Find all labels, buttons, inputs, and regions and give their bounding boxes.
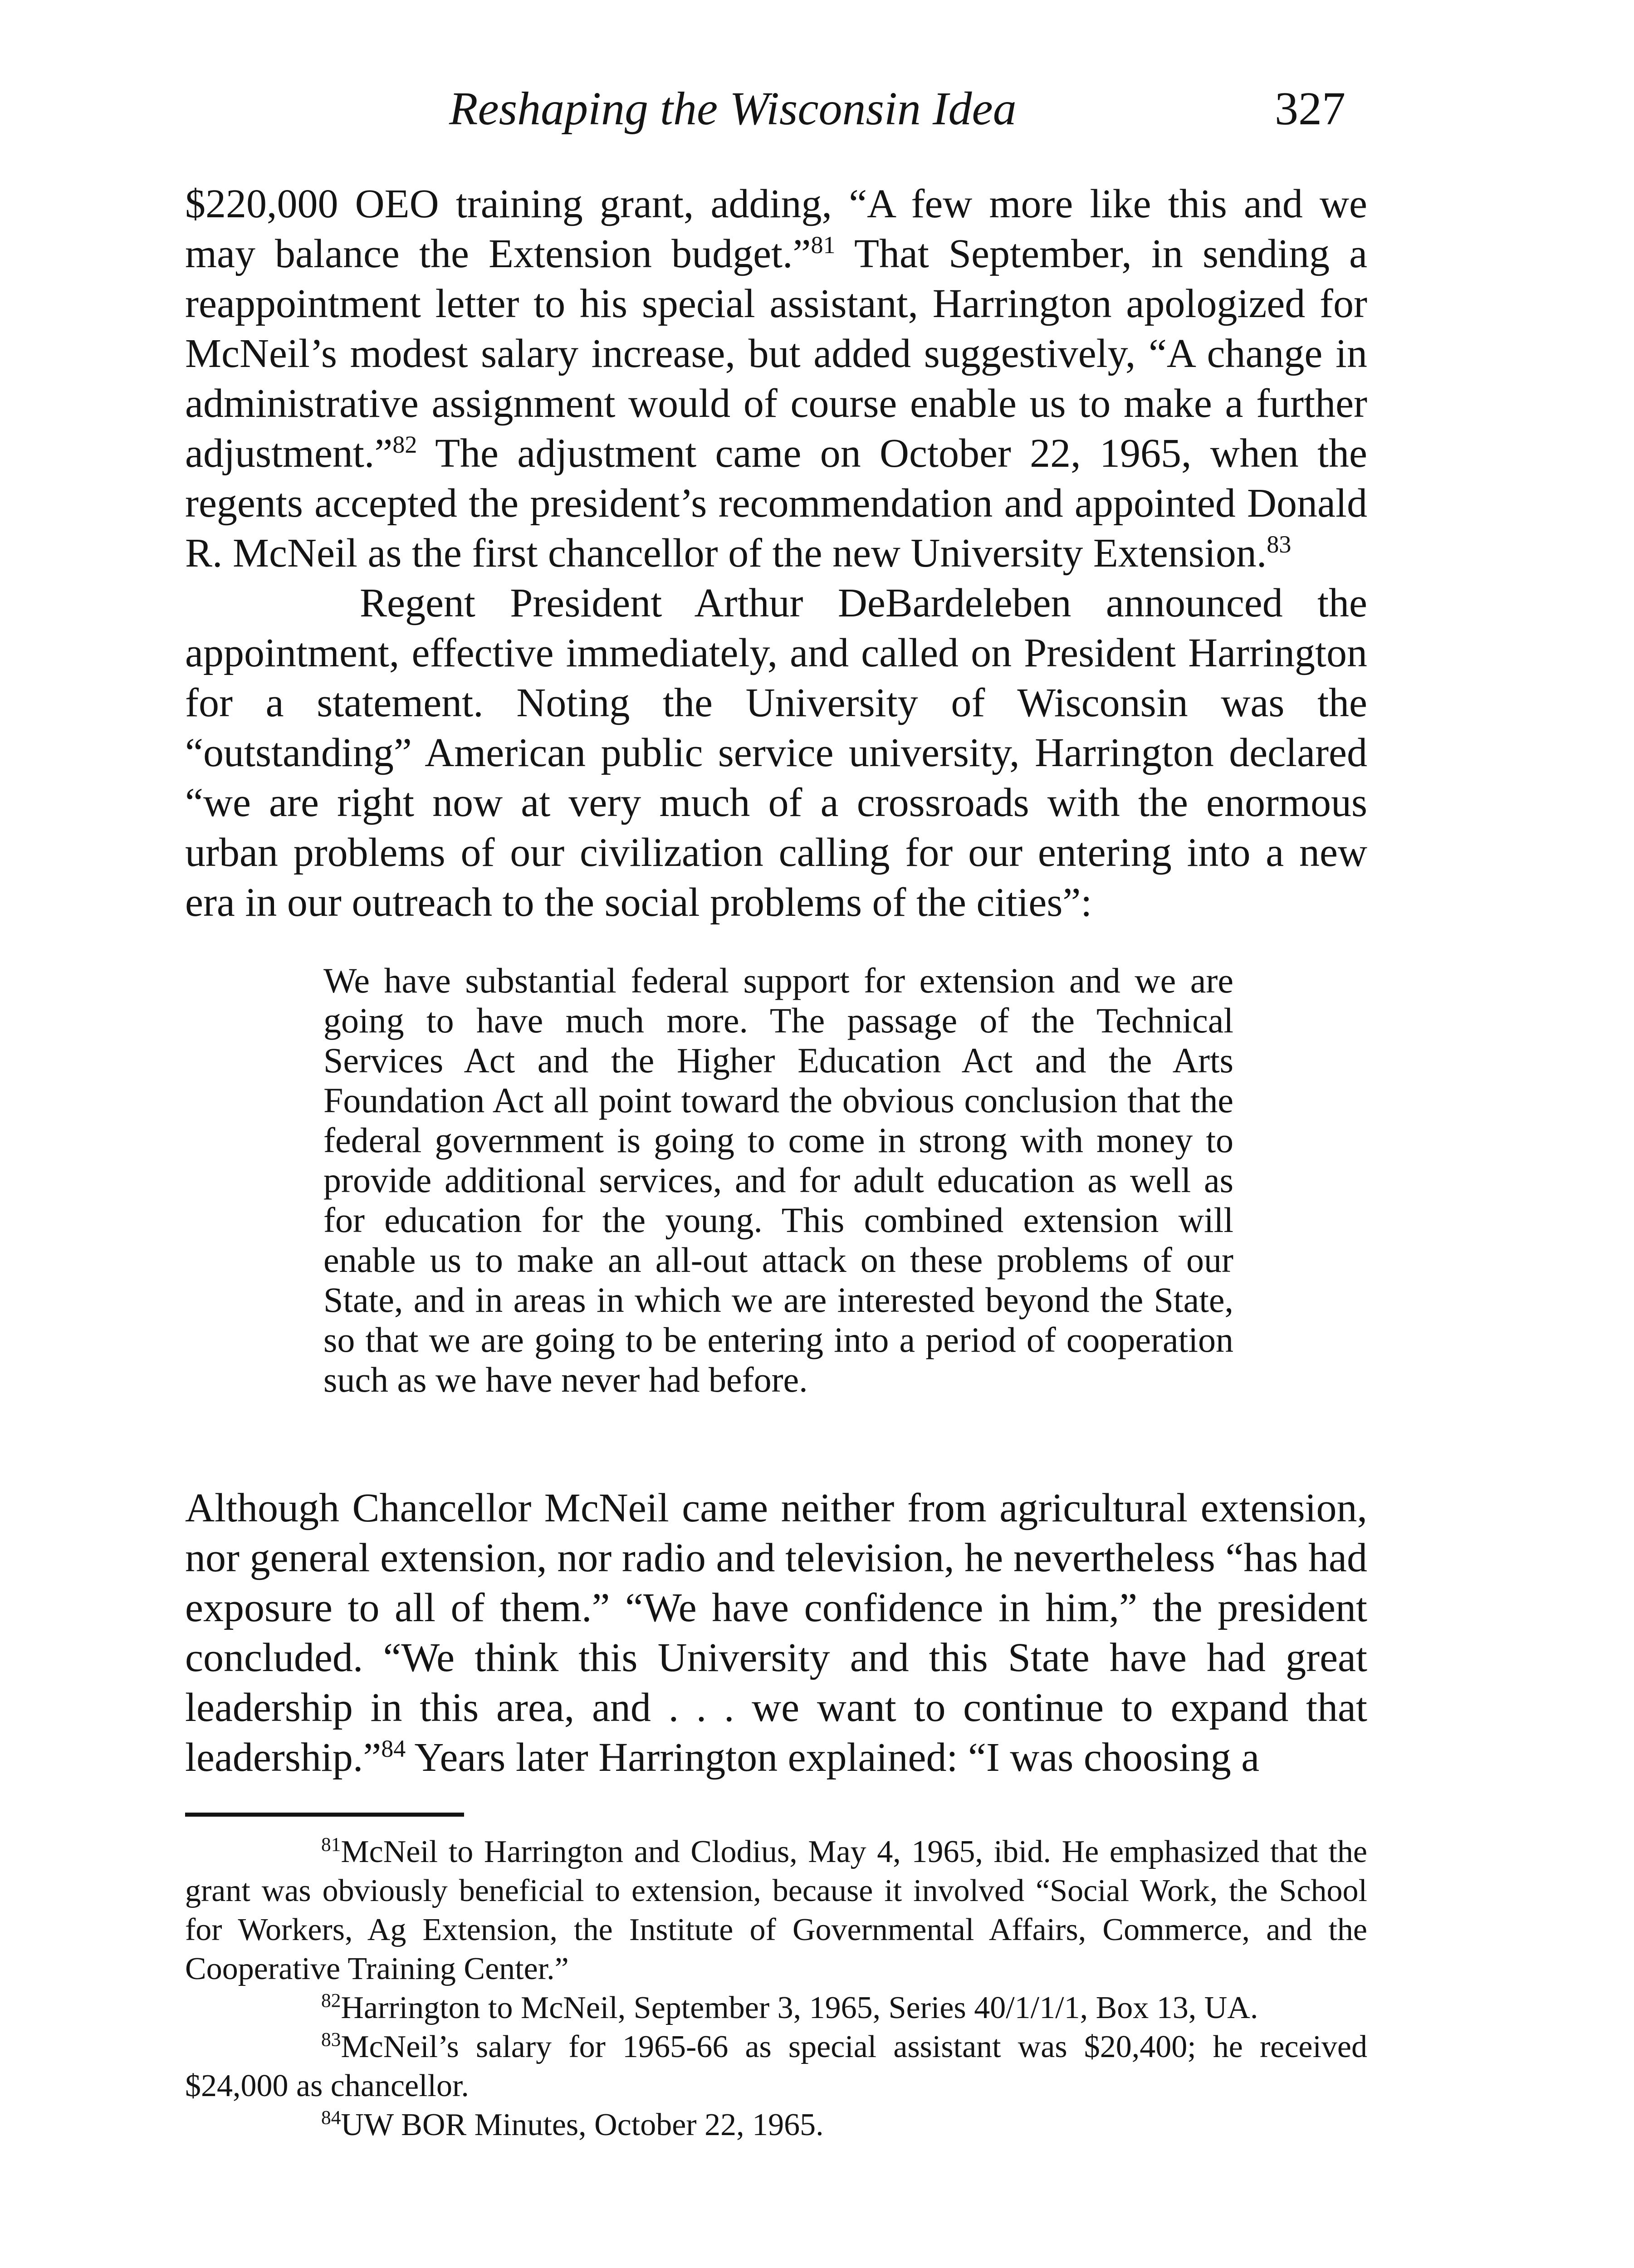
running-title: Reshaping the Wisconsin Idea	[449, 83, 1017, 135]
body-text-upper	[185, 179, 1367, 928]
block-quote: We have substantial federal support for extension and we are going to have much more. The passage of the Technical Services Act and the Higher Education Act and the Arts Foundation Act all point toward the obvious conclusion that the federal government is going to come in strong with money to provide additional services, and for adult education as well as for education for the young. This combined extension will enable us to make an all-out attack on these problems of our State, and in areas in which we are interested beyond the State, so that we are going to be entering into a period of cooperation such as we have never had before.	[323, 961, 1233, 1399]
footnote-rule	[185, 1813, 464, 1817]
footnote-ref-83: 83	[1267, 531, 1292, 558]
footnote-84	[185, 2106, 1367, 2145]
footnote-text: Harrington to McNeil, September 3, 1965, Series 40/1/1/1, Box 13, UA.	[341, 1990, 1258, 2025]
paragraph-text: Years later Harrington explained: “I was choosing a	[406, 1735, 1260, 1780]
paragraph-text: That September, in sending a reappointment letter to his special assistant, Harrington apologized for McNeil’s modest salary increase, but added suggestively, “A change in administrative assignment would of course enable us to make a further adjustment.”	[185, 231, 1368, 476]
footnote-83	[185, 2028, 1367, 2106]
footnote-text: McNeil to Harrington and Clodius, May 4, 1965, ibid. He emphasized that the grant was obviously beneficial to extension, because it involved “Social Work, the School for Workers, Ag Extension, the Institute of Governmental Affairs, Commerce, and the Cooperative Training Center.”	[185, 1834, 1367, 1986]
paragraph-text: The adjustment came on October 22, 1965, when the regents accepted the president’s recommendation and appointed Donald R. McNeil as the first chancellor of the new University Extension.	[185, 431, 1367, 576]
paragraph-continuation	[185, 179, 1367, 578]
running-head	[0, 75, 1634, 143]
footnote-mark: 83	[321, 2028, 341, 2051]
paragraph-appointment: Regent President Arthur DeBardeleben announced the appointment, effective immediately, and called on President Harrington for a statement. Noting the University of Wisconsin was the “outstanding” American public service university, Harrington declared “we are right now at very much of a crossroads with the enormous urban problems of our civilization calling for our entering into a new era in our outreach to the social problems of the cities”:	[185, 581, 1367, 925]
footnote-mark: 82	[321, 1989, 341, 2012]
footnote-ref-82: 82	[392, 431, 417, 458]
paragraph-chancellor	[185, 1483, 1367, 1783]
footnote-text: UW BOR Minutes, October 22, 1965.	[341, 2107, 824, 2142]
body-text-lower	[185, 1483, 1367, 1783]
page-number: 327	[1275, 83, 1345, 135]
footnote-ref-81: 81	[811, 231, 836, 259]
paragraph-text: Although Chancellor McNeil came neither from agricultural extension, nor general extension, nor radio and television, he nevertheless “has had exposure to all of them.” “We have confidence in him,” the president concluded. “We think this University and this State have had great leadership in this area, and . . . we want to continue to expand that leadership.”	[185, 1486, 1367, 1780]
footnote-mark: 84	[321, 2107, 341, 2129]
paragraph-text: $220,000 OEO training grant, adding, “A few more like this and we may balance the Extension budget.”	[185, 181, 1367, 276]
footnote-ref-84: 84	[381, 1735, 406, 1762]
footnote-82	[185, 1989, 1367, 2028]
footnote-text: McNeil’s salary for 1965-66 as special assistant was $20,400; he received $24,000 as chancellor.	[185, 2029, 1367, 2103]
footnotes	[185, 1833, 1367, 2145]
footnote-81	[185, 1833, 1367, 1989]
footnote-mark: 81	[321, 1833, 341, 1856]
